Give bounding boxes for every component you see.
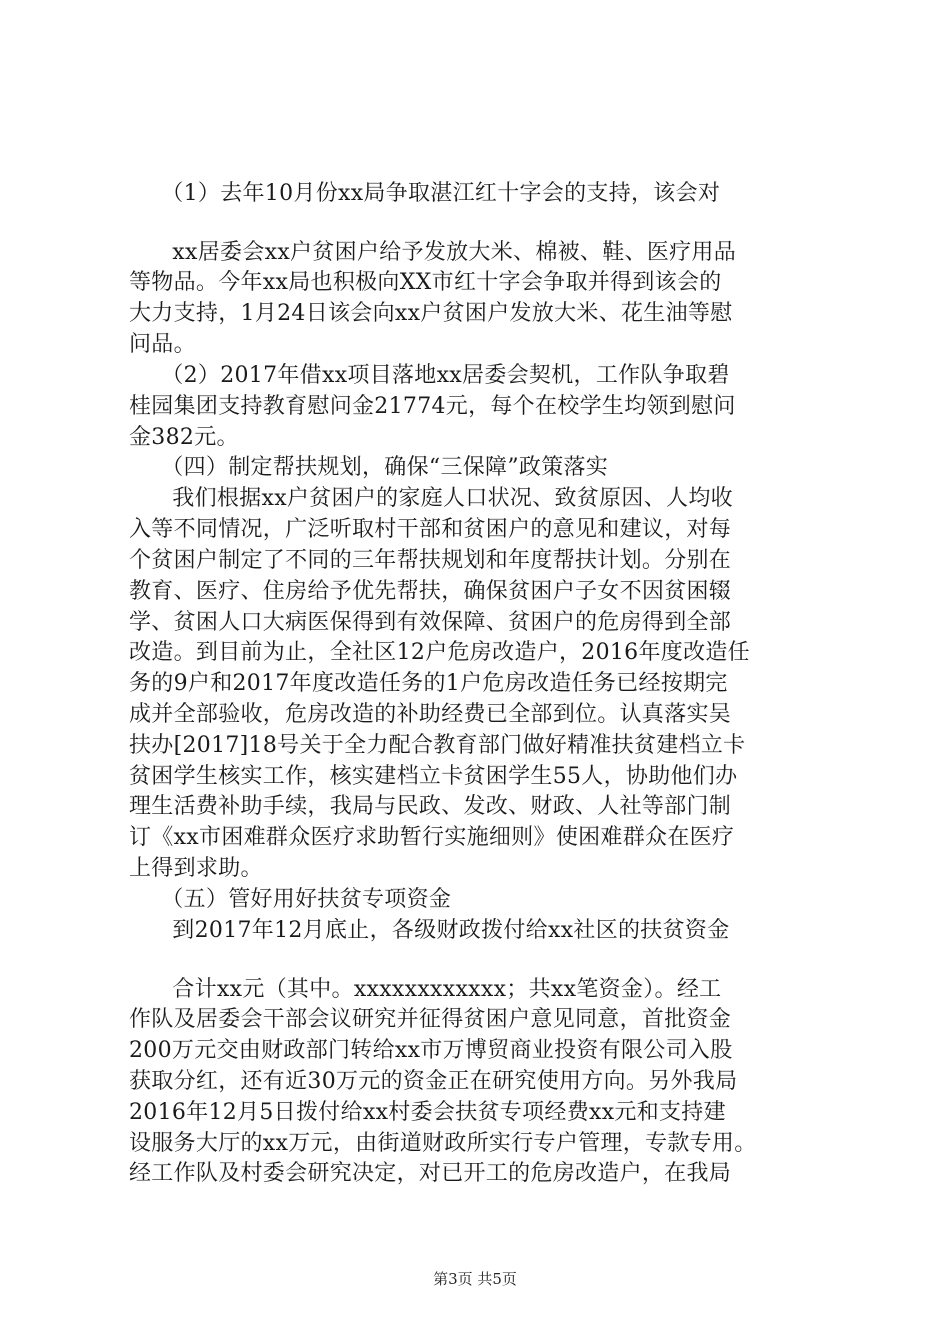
paragraph-line: 贫困学生核实工作，核实建档立卡贫困学生55人，协助他们办 (129, 764, 738, 789)
page-number-footer: 第3页 共5页 (433, 1270, 517, 1288)
paragraph-line: 学、贫困人口大病医保得到有效保障、贫困户的危房得到全部 (129, 610, 732, 635)
section-heading: （四）制定帮扶规划，确保“三保障”政策落实 (150, 455, 609, 480)
paragraph-line: 上得到求助。 (129, 856, 263, 881)
section-heading: （五）管好用好扶贫专项资金 (150, 887, 452, 912)
paragraph-line: 2016年12月5日拨付给xx村委会扶贫专项经费xx元和支持建 (129, 1100, 726, 1125)
paragraph-line: 200万元交由财政部门转给xx市万博贸商业投资有限公司入股 (129, 1038, 733, 1063)
paragraph-line: （1）去年10月份xx局争取湛江红十字会的支持，该会对 (150, 181, 721, 206)
paragraph-line: 问品。 (129, 332, 196, 357)
paragraph-line: 改造。到目前为止，全社区12户危房改造户，2016年度改造任 (129, 640, 750, 665)
paragraph-line: 获取分红，还有近30万元的资金正在研究使用方向。另外我局 (129, 1069, 738, 1094)
paragraph-line: 我们根据xx户贫困户的家庭人口状况、致贫原因、人均收 (150, 486, 733, 511)
paragraph-line: 理生活费补助手续，我局与民政、发改、财政、人社等部门制 (129, 794, 732, 819)
paragraph-line: 务的9户和2017年度改造任务的1户危房改造任务已经按期完 (129, 671, 728, 696)
paragraph-line: xx居委会xx户贫困户给予发放大米、棉被、鞋、医疗用品 (150, 240, 737, 265)
paragraph-line: 桂园集团支持教育慰问金21774元，每个在校学生均领到慰问 (129, 394, 736, 419)
paragraph-line: （2）2017年借xx项目落地xx居委会契机，工作队争取碧 (150, 363, 730, 388)
paragraph-line: 到2017年12月底止，各级财政拨付给xx社区的扶贫资金 (150, 918, 730, 943)
paragraph-line: 经工作队及村委会研究决定，对已开工的危房改造户，在我局 (129, 1161, 732, 1186)
paragraph-line: 个贫困户制定了不同的三年帮扶规划和年度帮扶计划。分别在 (129, 548, 732, 573)
paragraph-line: 合计xx元（其中。xxxxxxxxxxxx；共xx笔资金）。经工 (150, 977, 722, 1002)
paragraph-line: 订《xx市困难群众医疗求助暂行实施细则》使困难群众在医疗 (129, 825, 735, 850)
paragraph-line: 扶办[2017]18号关于全力配合教育部门做好精准扶贫建档立卡 (129, 733, 746, 758)
paragraph-line: 入等不同情况，广泛听取村干部和贫困户的意见和建议，对每 (129, 517, 732, 542)
paragraph-line: 教育、医疗、住房给予优先帮扶，确保贫困户子女不因贫困辍 (129, 579, 732, 604)
paragraph-line: 设服务大厅的xx万元，由街道财政所实行专户管理，专款专用。 (129, 1131, 757, 1156)
paragraph-line: 等物品。今年xx局也积极向XX市红十字会争取并得到该会的 (129, 270, 722, 295)
paragraph-line: 成并全部验收，危房改造的补助经费已全部到位。认真落实吴 (129, 702, 732, 727)
paragraph-line: 金382元。 (129, 425, 239, 450)
paragraph-line: 大力支持，1月24日该会向xx户贫困户发放大米、花生油等慰 (129, 301, 733, 326)
paragraph-line: 作队及居委会干部会议研究并征得贫困户意见同意，首批资金 (129, 1007, 732, 1032)
